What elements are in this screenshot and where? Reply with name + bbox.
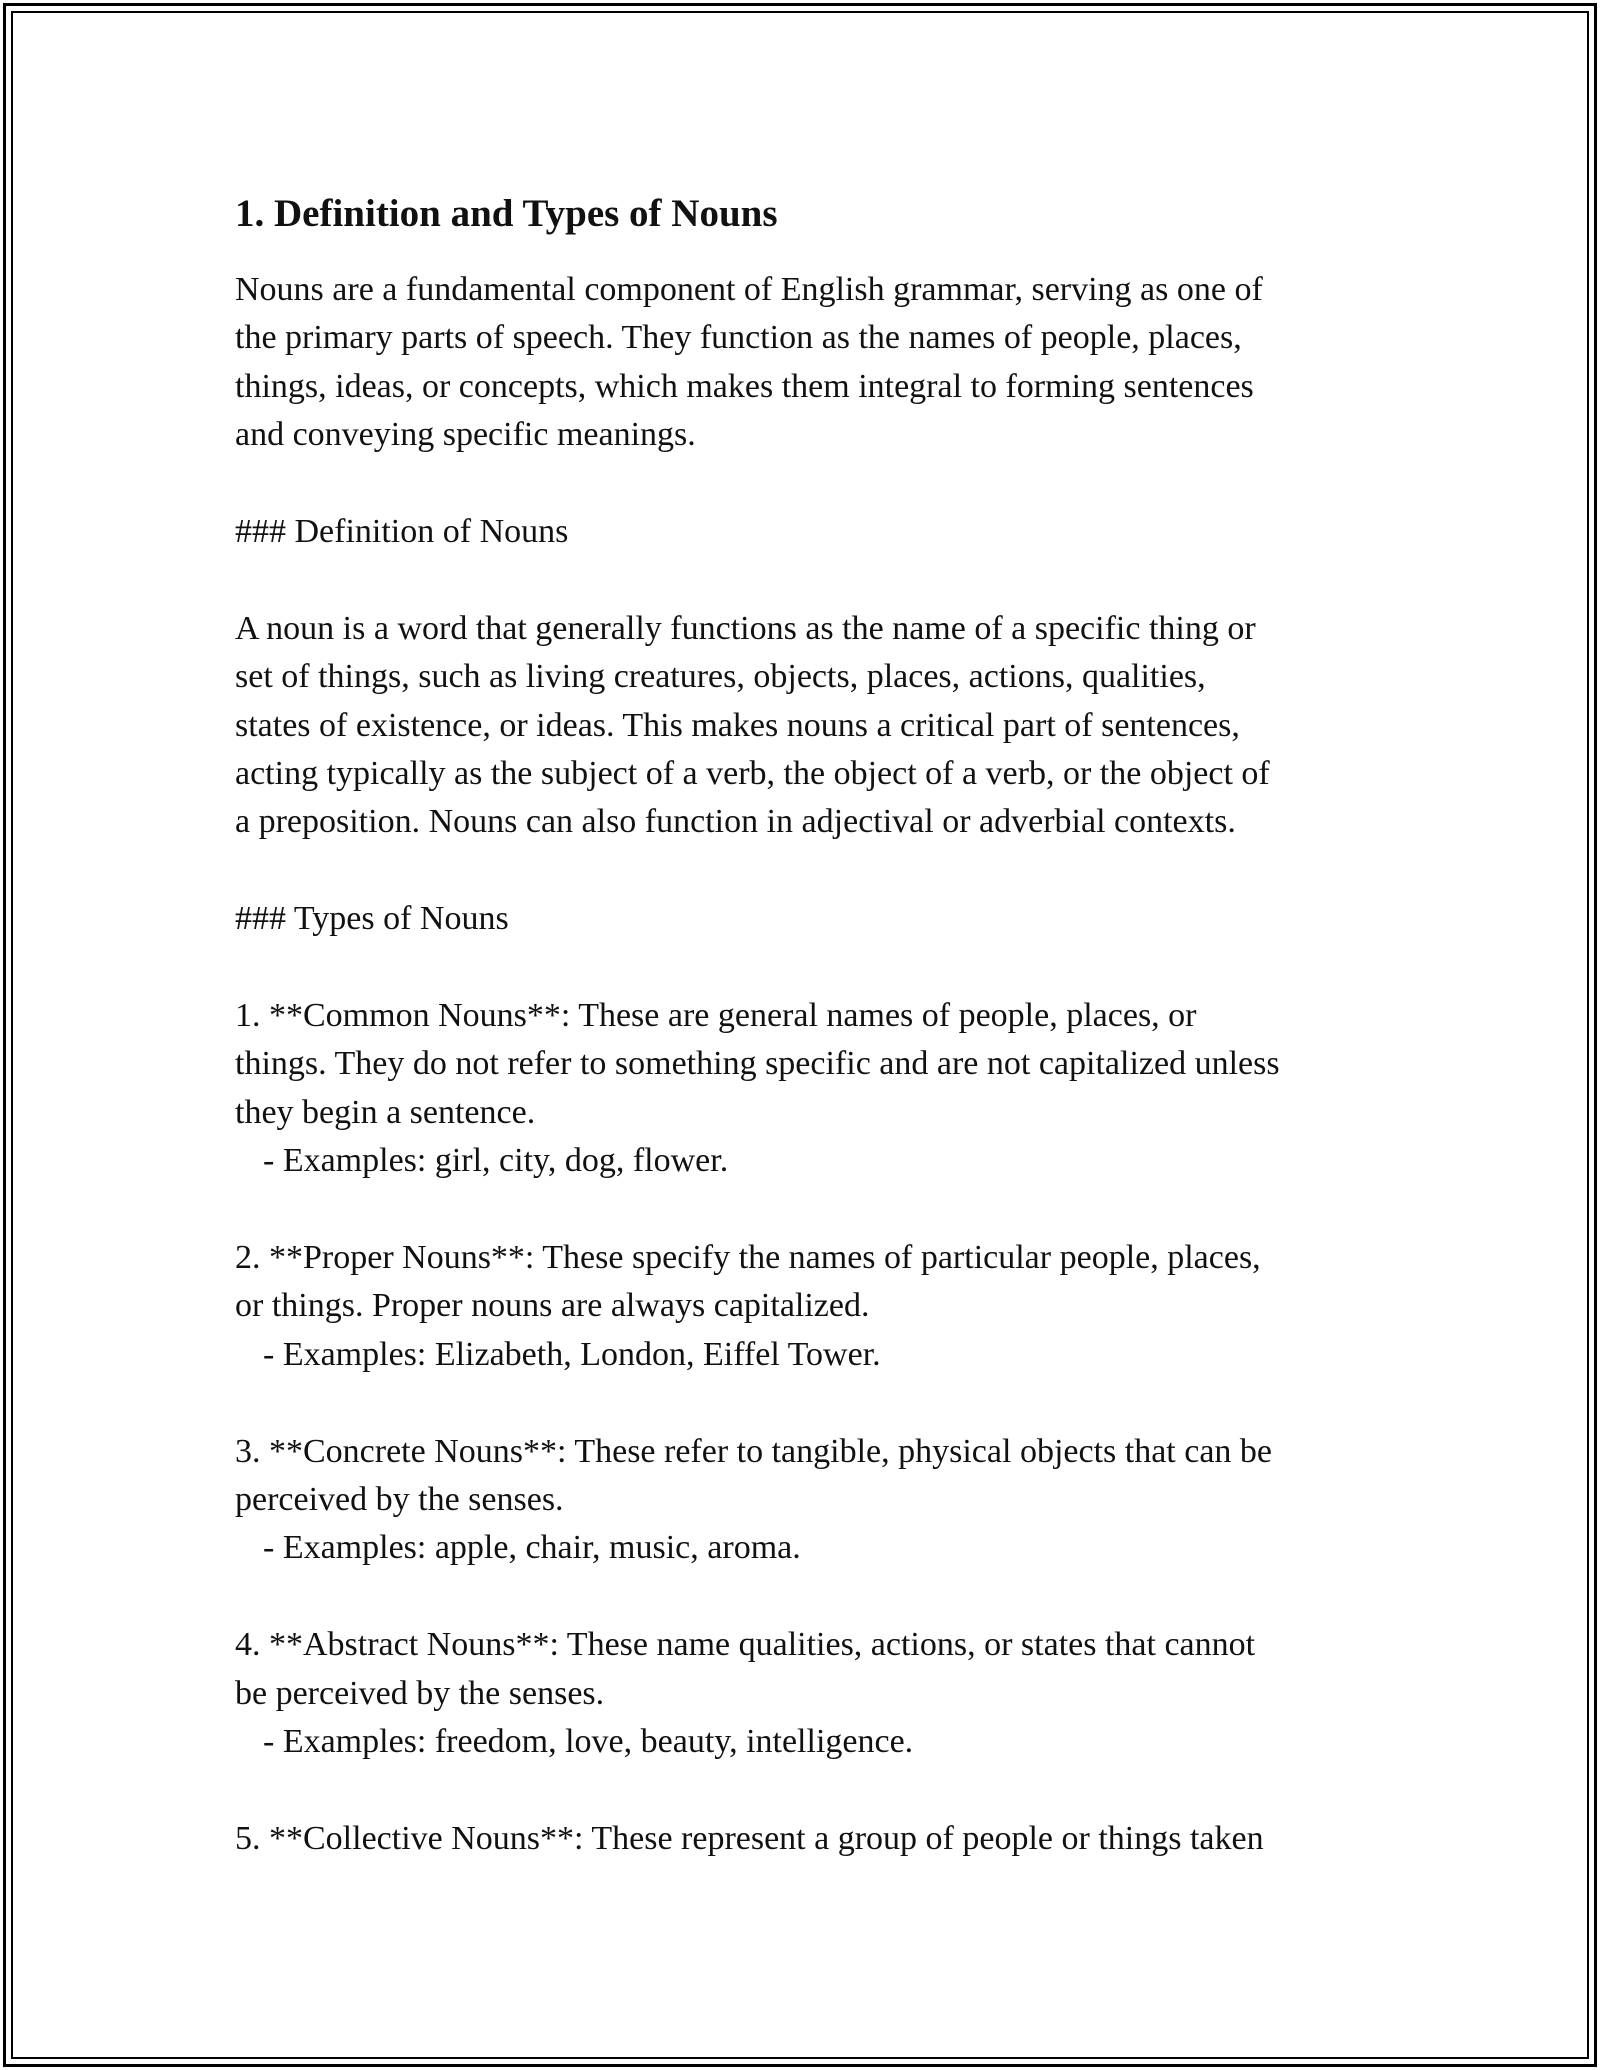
definition-heading: ### Definition of Nouns xyxy=(235,513,569,551)
noun-type-common: 1. **Common Nouns**: These are general names of people, places, or things. They do not refer to something specific and are not capitalized unless they begin a sentence. xyxy=(235,997,1280,1131)
noun-type-abstract: 4. **Abstract Nouns**: These name qualities, actions, or states that cannot be perceived by the senses. xyxy=(235,1626,1256,1712)
paragraph-gap xyxy=(235,1379,1375,1427)
paragraph-gap xyxy=(235,847,1375,895)
document-body xyxy=(235,190,1375,1863)
noun-type-common-examples: - Examples: girl, city, dog, flower. xyxy=(263,1142,729,1180)
definition-paragraph: A noun is a word that generally functions as the name of a specific thing or set of things, such as living creatures, objects, places, actions, qualities, states of existence, or ideas. This makes nouns a critical part of sentences, acting typically as the subject of a verb, the object of a verb, or the object of a preposition. Nouns can also function in adjectival or adverbial contexts. xyxy=(235,609,1270,841)
paragraph-gap xyxy=(235,1766,1375,1814)
section-title: 1. Definition and Types of Nouns xyxy=(235,192,778,235)
noun-type-abstract-examples: - Examples: freedom, love, beauty, intelligence. xyxy=(263,1723,914,1761)
paragraph-gap xyxy=(235,460,1375,508)
noun-type-proper-examples: - Examples: Elizabeth, London, Eiffel Tower. xyxy=(263,1335,881,1373)
noun-type-concrete: 3. **Concrete Nouns**: These refer to tangible, physical objects that can be perceived by the senses. xyxy=(235,1432,1272,1519)
noun-type-collective: 5. **Collective Nouns**: These represent a group of people or things taken xyxy=(235,1819,1264,1857)
paragraph-gap xyxy=(235,556,1375,604)
noun-type-concrete-examples: - Examples: apple, chair, music, aroma. xyxy=(263,1529,801,1567)
paragraph-gap xyxy=(235,944,1375,992)
intro-paragraph: Nouns are a fundamental component of English grammar, serving as one of the primary parts of speech. They function as the names of people, places, things, ideas, or concepts, which makes them integral to forming sentences and conveying specific meanings. xyxy=(235,271,1263,454)
noun-type-proper: 2. **Proper Nouns**: These specify the names of particular people, places, or things. Proper nouns are always capitalized. xyxy=(235,1239,1261,1325)
paragraph-gap xyxy=(235,1186,1375,1234)
paragraph-gap xyxy=(235,1573,1375,1621)
types-heading: ### Types of Nouns xyxy=(235,900,509,938)
